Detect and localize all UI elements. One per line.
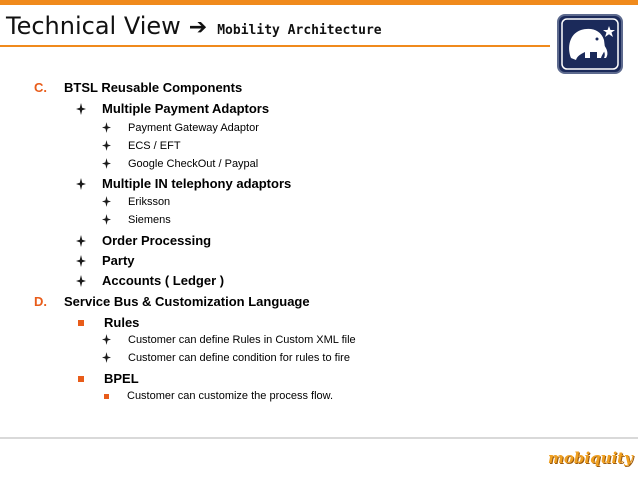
list-item-label: Customer can define condition for rules to fire <box>128 352 350 364</box>
title-subtitle: Mobility Architecture <box>217 23 382 38</box>
diamond-bullet-icon <box>102 196 112 208</box>
list-item-label: Siemens <box>128 214 171 226</box>
list-item-label: ECS / EFT <box>128 140 181 152</box>
list-item-label: Rules <box>104 315 140 330</box>
diamond-bullet-icon <box>76 178 86 190</box>
diamond-bullet-icon <box>102 214 112 226</box>
list-item-label: Multiple IN telephony adaptors <box>102 176 292 191</box>
list-item <box>76 371 139 386</box>
list-item-label: BPEL <box>104 371 139 386</box>
section-heading: BTSL Reusable Components <box>64 80 243 95</box>
footer-divider <box>0 437 638 439</box>
list-item <box>102 390 333 402</box>
title-main: Technical View <box>6 12 181 40</box>
diamond-bullet-icon <box>76 255 86 267</box>
diamond-bullet-icon <box>76 275 86 287</box>
list-item <box>102 140 181 152</box>
list-item <box>102 352 350 364</box>
diamond-bullet-icon <box>102 158 112 170</box>
list-item-label: Customer can customize the process flow. <box>127 390 334 402</box>
list-item-label: Eriksson <box>128 196 171 208</box>
list-item-label: Google CheckOut / Paypal <box>128 158 259 170</box>
list-item <box>102 334 356 346</box>
list-item <box>102 196 170 208</box>
diamond-bullet-icon <box>102 140 112 152</box>
section-letter: C. <box>34 80 47 95</box>
diamond-bullet-icon <box>102 122 112 134</box>
list-item-label: Accounts ( Ledger ) <box>102 273 225 288</box>
footer-brand-logo: mobiquity <box>548 449 633 467</box>
square-bullet-icon <box>78 376 84 382</box>
square-bullet-icon <box>78 320 84 326</box>
diamond-bullet-icon <box>76 103 86 115</box>
list-item <box>76 315 139 330</box>
diamond-bullet-icon <box>102 352 112 364</box>
square-bullet-icon <box>104 394 109 399</box>
diamond-bullet-icon <box>76 235 86 247</box>
list-item-label: Multiple Payment Adaptors <box>102 101 270 116</box>
list-item <box>76 101 269 116</box>
section-heading: Service Bus & Customization Language <box>64 294 310 309</box>
list-item <box>76 176 291 191</box>
list-item-label: Customer can define Rules in Custom XML file <box>128 334 356 346</box>
section-d-heading <box>34 294 310 309</box>
list-item-label: Payment Gateway Adaptor <box>128 122 259 134</box>
list-item <box>76 273 224 288</box>
list-item <box>102 158 258 170</box>
list-item <box>76 253 135 268</box>
diamond-bullet-icon <box>102 334 112 346</box>
section-c-heading <box>34 80 242 95</box>
list-item-label: Party <box>102 253 135 268</box>
list-item <box>76 233 211 248</box>
list-item-label: Order Processing <box>102 233 212 248</box>
arrow-right-icon: ➔ <box>188 15 208 40</box>
list-item <box>102 122 259 134</box>
list-item <box>102 214 171 226</box>
section-letter: D. <box>34 294 47 309</box>
